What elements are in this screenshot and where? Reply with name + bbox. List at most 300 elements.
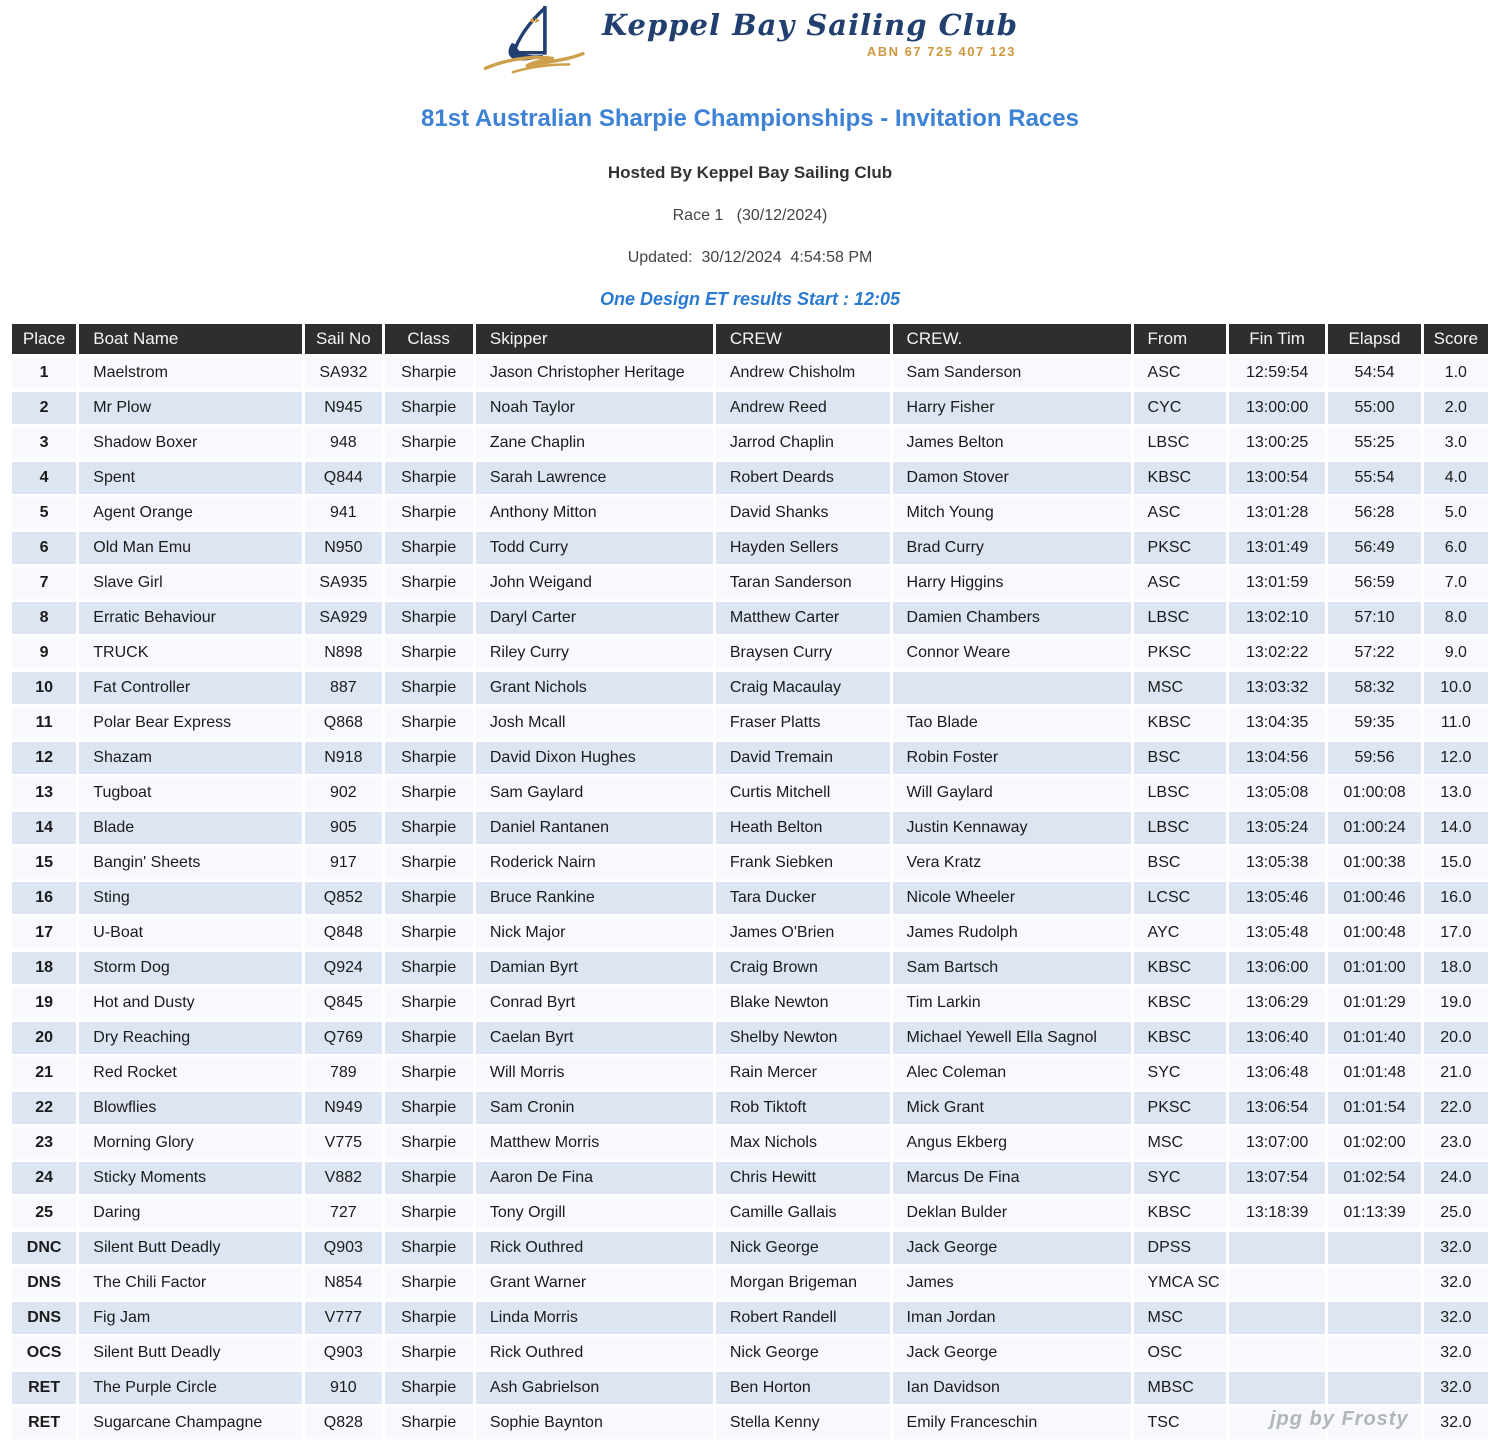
cell-class: Sharpie <box>385 1232 473 1264</box>
cell-from: KBSC <box>1134 987 1226 1019</box>
watermark: jpg by Frosty <box>1270 1408 1409 1430</box>
cell-score: 16.0 <box>1424 882 1488 914</box>
cell-skipper: Jason Christopher Heritage <box>476 357 713 389</box>
cell-boat-name: Shazam <box>79 742 302 774</box>
cell-fin-tim: 13:05:48 <box>1229 917 1325 949</box>
cell-fin-tim <box>1229 1372 1325 1404</box>
cell-sail-no: 910 <box>305 1372 381 1404</box>
cell-sail-no: 941 <box>305 497 381 529</box>
cell-class: Sharpie <box>385 882 473 914</box>
cell-class: Sharpie <box>385 917 473 949</box>
table-row <box>12 707 1488 739</box>
cell-from: BSC <box>1134 847 1226 879</box>
cell-place: 9 <box>12 637 76 669</box>
header-cell-from: From <box>1134 324 1226 354</box>
cell-score: 20.0 <box>1424 1022 1488 1054</box>
cell-skipper: Grant Nichols <box>476 672 713 704</box>
cell-class: Sharpie <box>385 1302 473 1334</box>
table-row <box>12 1407 1488 1439</box>
cell-sail-no: Q769 <box>305 1022 381 1054</box>
cell-crew: James O'Brien <box>716 917 890 949</box>
cell-crew: Heath Belton <box>716 812 890 844</box>
cell-place: DNS <box>12 1302 76 1334</box>
cell-crew: Robert Randell <box>716 1302 890 1334</box>
cell-from: ASC <box>1134 567 1226 599</box>
cell-skipper: Noah Taylor <box>476 392 713 424</box>
cell-place: 10 <box>12 672 76 704</box>
cell-boat-name: Old Man Emu <box>79 532 302 564</box>
cell-from: MSC <box>1134 1302 1226 1334</box>
cell-boat-name: Silent Butt Deadly <box>79 1232 302 1264</box>
cell-boat-name: Dry Reaching <box>79 1022 302 1054</box>
cell-crew: Michael Yewell Ella Sagnol <box>893 1022 1131 1054</box>
cell-score: 14.0 <box>1424 812 1488 844</box>
cell-score: 21.0 <box>1424 1057 1488 1089</box>
cell-sail-no: 727 <box>305 1197 381 1229</box>
cell-score: 13.0 <box>1424 777 1488 809</box>
cell-crew: Damien Chambers <box>893 602 1131 634</box>
cell-skipper: Zane Chaplin <box>476 427 713 459</box>
cell-skipper: Sophie Baynton <box>476 1407 713 1439</box>
cell-elapsd: 01:13:39 <box>1328 1197 1420 1229</box>
table-row <box>12 1162 1488 1194</box>
cell-from: LBSC <box>1134 812 1226 844</box>
cell-fin-tim: 13:07:54 <box>1229 1162 1325 1194</box>
cell-boat-name: Morning Glory <box>79 1127 302 1159</box>
cell-skipper: Roderick Nairn <box>476 847 713 879</box>
table-row <box>12 1267 1488 1299</box>
table-row <box>12 462 1488 494</box>
cell-place: 2 <box>12 392 76 424</box>
cell-crew: Emily Franceschin <box>893 1407 1131 1439</box>
cell-score: 22.0 <box>1424 1092 1488 1124</box>
cell-class: Sharpie <box>385 1337 473 1369</box>
cell-crew: Fraser Platts <box>716 707 890 739</box>
cell-elapsd: 57:22 <box>1328 637 1420 669</box>
cell-from: ASC <box>1134 357 1226 389</box>
cell-boat-name: Slave Girl <box>79 567 302 599</box>
cell-boat-name: Sting <box>79 882 302 914</box>
cell-sail-no: Q828 <box>305 1407 381 1439</box>
cell-class: Sharpie <box>385 812 473 844</box>
header-cell-crew: CREW. <box>893 324 1131 354</box>
cell-class: Sharpie <box>385 1197 473 1229</box>
cell-class: Sharpie <box>385 1092 473 1124</box>
cell-fin-tim: 13:05:08 <box>1229 777 1325 809</box>
cell-sail-no: 887 <box>305 672 381 704</box>
cell-crew: Max Nichols <box>716 1127 890 1159</box>
cell-crew: Deklan Bulder <box>893 1197 1131 1229</box>
table-row <box>12 1232 1488 1264</box>
cell-score: 19.0 <box>1424 987 1488 1019</box>
cell-score: 18.0 <box>1424 952 1488 984</box>
cell-score: 6.0 <box>1424 532 1488 564</box>
cell-skipper: Todd Curry <box>476 532 713 564</box>
cell-sail-no: 917 <box>305 847 381 879</box>
table-row <box>12 567 1488 599</box>
cell-crew: Matthew Carter <box>716 602 890 634</box>
cell-crew: Braysen Curry <box>716 637 890 669</box>
cell-class: Sharpie <box>385 672 473 704</box>
cell-boat-name: Erratic Behaviour <box>79 602 302 634</box>
cell-score: 11.0 <box>1424 707 1488 739</box>
table-row <box>12 1022 1488 1054</box>
cell-from: LCSC <box>1134 882 1226 914</box>
cell-place: OCS <box>12 1337 76 1369</box>
cell-class: Sharpie <box>385 1057 473 1089</box>
cell-fin-tim: 13:18:39 <box>1229 1197 1325 1229</box>
cell-crew: Mitch Young <box>893 497 1131 529</box>
cell-place: 22 <box>12 1092 76 1124</box>
cell-score: 24.0 <box>1424 1162 1488 1194</box>
cell-from: PKSC <box>1134 1092 1226 1124</box>
cell-boat-name: The Purple Circle <box>79 1372 302 1404</box>
cell-place: 17 <box>12 917 76 949</box>
cell-score: 17.0 <box>1424 917 1488 949</box>
cell-class: Sharpie <box>385 1372 473 1404</box>
table-row <box>12 392 1488 424</box>
cell-from: ASC <box>1134 497 1226 529</box>
cell-fin-tim: 13:05:46 <box>1229 882 1325 914</box>
cell-sail-no: N945 <box>305 392 381 424</box>
table-row <box>12 672 1488 704</box>
cell-crew: Rob Tiktoft <box>716 1092 890 1124</box>
cell-boat-name: Fig Jam <box>79 1302 302 1334</box>
cell-class: Sharpie <box>385 742 473 774</box>
cell-skipper: Sam Gaylard <box>476 777 713 809</box>
cell-from: YMCA SC <box>1134 1267 1226 1299</box>
cell-boat-name: Blowflies <box>79 1092 302 1124</box>
cell-place: 13 <box>12 777 76 809</box>
cell-crew: Frank Siebken <box>716 847 890 879</box>
cell-sail-no: N949 <box>305 1092 381 1124</box>
cell-elapsd: 01:01:00 <box>1328 952 1420 984</box>
cell-fin-tim: 13:01:59 <box>1229 567 1325 599</box>
cell-boat-name: Daring <box>79 1197 302 1229</box>
cell-score: 32.0 <box>1424 1407 1488 1439</box>
cell-crew: Robin Foster <box>893 742 1131 774</box>
cell-boat-name: Tugboat <box>79 777 302 809</box>
cell-crew: Rain Mercer <box>716 1057 890 1089</box>
cell-from: KBSC <box>1134 1022 1226 1054</box>
cell-crew: Angus Ekberg <box>893 1127 1131 1159</box>
cell-place: 14 <box>12 812 76 844</box>
cell-crew: Jack George <box>893 1337 1131 1369</box>
cell-crew: Blake Newton <box>716 987 890 1019</box>
cell-skipper: Caelan Byrt <box>476 1022 713 1054</box>
cell-from: KBSC <box>1134 707 1226 739</box>
cell-class: Sharpie <box>385 462 473 494</box>
cell-boat-name: Agent Orange <box>79 497 302 529</box>
cell-crew: Nick George <box>716 1232 890 1264</box>
cell-crew: Jack George <box>893 1232 1131 1264</box>
cell-crew: James Belton <box>893 427 1131 459</box>
cell-place: 5 <box>12 497 76 529</box>
cell-score: 8.0 <box>1424 602 1488 634</box>
table-row <box>12 987 1488 1019</box>
cell-crew: Justin Kennaway <box>893 812 1131 844</box>
cell-from: SYC <box>1134 1057 1226 1089</box>
cell-boat-name: Mr Plow <box>79 392 302 424</box>
cell-from: KBSC <box>1134 952 1226 984</box>
cell-place: 12 <box>12 742 76 774</box>
cell-place: 15 <box>12 847 76 879</box>
cell-elapsd: 01:00:48 <box>1328 917 1420 949</box>
cell-from: OSC <box>1134 1337 1226 1369</box>
cell-from: PKSC <box>1134 532 1226 564</box>
table-row <box>12 1337 1488 1369</box>
table-row <box>12 427 1488 459</box>
cell-fin-tim <box>1229 1267 1325 1299</box>
cell-elapsd: 56:28 <box>1328 497 1420 529</box>
cell-fin-tim: 13:05:24 <box>1229 812 1325 844</box>
cell-fin-tim: 13:02:22 <box>1229 637 1325 669</box>
cell-skipper: Damian Byrt <box>476 952 713 984</box>
cell-skipper: Bruce Rankine <box>476 882 713 914</box>
cell-skipper: Nick Major <box>476 917 713 949</box>
table-row <box>12 1372 1488 1404</box>
cell-fin-tim: 13:06:29 <box>1229 987 1325 1019</box>
cell-from: TSC <box>1134 1407 1226 1439</box>
cell-boat-name: Blade <box>79 812 302 844</box>
page-title: 81st Australian Sharpie Championships - Invitation Races <box>421 105 1079 132</box>
cell-sail-no: N918 <box>305 742 381 774</box>
header-cell-elapsd: Elapsd <box>1328 324 1420 354</box>
cell-crew: James <box>893 1267 1131 1299</box>
cell-elapsd <box>1328 1302 1420 1334</box>
cell-sail-no: 902 <box>305 777 381 809</box>
table-row <box>12 1092 1488 1124</box>
header-cell-skipper: Skipper <box>476 324 713 354</box>
cell-crew: Nick George <box>716 1337 890 1369</box>
cell-from: KBSC <box>1134 1197 1226 1229</box>
cell-skipper: Rick Outhred <box>476 1337 713 1369</box>
cell-skipper: Daryl Carter <box>476 602 713 634</box>
cell-crew: David Shanks <box>716 497 890 529</box>
cell-class: Sharpie <box>385 847 473 879</box>
cell-score: 25.0 <box>1424 1197 1488 1229</box>
cell-crew: Nicole Wheeler <box>893 882 1131 914</box>
cell-from: MBSC <box>1134 1372 1226 1404</box>
cell-place: 21 <box>12 1057 76 1089</box>
cell-sail-no: Q903 <box>305 1232 381 1264</box>
cell-from: BSC <box>1134 742 1226 774</box>
cell-boat-name: Bangin' Sheets <box>79 847 302 879</box>
table-row <box>12 777 1488 809</box>
cell-crew: Andrew Reed <box>716 392 890 424</box>
cell-elapsd <box>1328 1337 1420 1369</box>
cell-place: 1 <box>12 357 76 389</box>
cell-crew: Ben Horton <box>716 1372 890 1404</box>
cell-elapsd: 01:02:54 <box>1328 1162 1420 1194</box>
cell-class: Sharpie <box>385 777 473 809</box>
cell-fin-tim: 13:01:28 <box>1229 497 1325 529</box>
updated-line: Updated: 30/12/2024 4:54:58 PM <box>627 249 873 266</box>
cell-boat-name: Sugarcane Champagne <box>79 1407 302 1439</box>
table-row <box>12 882 1488 914</box>
cell-sail-no: SA932 <box>305 357 381 389</box>
club-name: Keppel Bay Sailing Club <box>601 8 1019 42</box>
cell-boat-name: TRUCK <box>79 637 302 669</box>
cell-place: DNC <box>12 1232 76 1264</box>
cell-from: LBSC <box>1134 777 1226 809</box>
cell-crew: Harry Fisher <box>893 392 1131 424</box>
cell-crew: Hayden Sellers <box>716 532 890 564</box>
cell-fin-tim: 13:06:54 <box>1229 1092 1325 1124</box>
cell-from: MSC <box>1134 1127 1226 1159</box>
cell-boat-name: Storm Dog <box>79 952 302 984</box>
cell-place: 7 <box>12 567 76 599</box>
cell-fin-tim: 12:59:54 <box>1229 357 1325 389</box>
cell-crew: Shelby Newton <box>716 1022 890 1054</box>
table-row <box>12 602 1488 634</box>
header-cell-sail-no: Sail No <box>305 324 381 354</box>
table-row <box>12 497 1488 529</box>
header-cell-boat-name: Boat Name <box>79 324 302 354</box>
cell-skipper: Ash Gabrielson <box>476 1372 713 1404</box>
cell-skipper: Riley Curry <box>476 637 713 669</box>
cell-boat-name: Silent Butt Deadly <box>79 1337 302 1369</box>
cell-from: AYC <box>1134 917 1226 949</box>
cell-crew: Brad Curry <box>893 532 1131 564</box>
cell-elapsd: 01:01:29 <box>1328 987 1420 1019</box>
cell-sail-no: N898 <box>305 637 381 669</box>
cell-boat-name: U-Boat <box>79 917 302 949</box>
cell-skipper: Tony Orgill <box>476 1197 713 1229</box>
cell-crew: Vera Kratz <box>893 847 1131 879</box>
cell-elapsd <box>1328 1267 1420 1299</box>
cell-crew: Curtis Mitchell <box>716 777 890 809</box>
cell-elapsd: 56:59 <box>1328 567 1420 599</box>
table-row <box>12 1197 1488 1229</box>
cell-crew: Ian Davidson <box>893 1372 1131 1404</box>
club-abn: ABN 67 725 407 123 <box>866 43 1017 59</box>
cell-place: 25 <box>12 1197 76 1229</box>
cell-skipper: Matthew Morris <box>476 1127 713 1159</box>
cell-elapsd: 01:01:54 <box>1328 1092 1420 1124</box>
cell-elapsd: 01:01:48 <box>1328 1057 1420 1089</box>
cell-crew: Will Gaylard <box>893 777 1131 809</box>
cell-skipper: Rick Outhred <box>476 1232 713 1264</box>
cell-fin-tim: 13:02:10 <box>1229 602 1325 634</box>
cell-elapsd: 55:54 <box>1328 462 1420 494</box>
cell-class: Sharpie <box>385 1407 473 1439</box>
cell-fin-tim <box>1229 1302 1325 1334</box>
cell-skipper: Anthony Mitton <box>476 497 713 529</box>
cell-skipper: Daniel Rantanen <box>476 812 713 844</box>
cell-class: Sharpie <box>385 987 473 1019</box>
cell-sail-no: N950 <box>305 532 381 564</box>
cell-elapsd: 55:25 <box>1328 427 1420 459</box>
cell-sail-no: SA935 <box>305 567 381 599</box>
cell-sail-no: V775 <box>305 1127 381 1159</box>
results-table-body <box>12 357 1488 1439</box>
cell-score: 3.0 <box>1424 427 1488 459</box>
table-row <box>12 847 1488 879</box>
cell-place: 16 <box>12 882 76 914</box>
results-start-line: One Design ET results Start : 12:05 <box>599 289 901 309</box>
cell-boat-name: Maelstrom <box>79 357 302 389</box>
cell-boat-name: Hot and Dusty <box>79 987 302 1019</box>
cell-skipper: Sam Cronin <box>476 1092 713 1124</box>
cell-elapsd <box>1328 1232 1420 1264</box>
cell-crew: David Tremain <box>716 742 890 774</box>
hosted-by-line: Hosted By Keppel Bay Sailing Club <box>607 163 893 182</box>
cell-class: Sharpie <box>385 532 473 564</box>
table-row <box>12 1302 1488 1334</box>
cell-place: 3 <box>12 427 76 459</box>
cell-skipper: Conrad Byrt <box>476 987 713 1019</box>
cell-elapsd: 01:00:46 <box>1328 882 1420 914</box>
cell-sail-no: Q844 <box>305 462 381 494</box>
table-row <box>12 742 1488 774</box>
cell-score: 9.0 <box>1424 637 1488 669</box>
cell-skipper: Josh Mcall <box>476 707 713 739</box>
cell-class: Sharpie <box>385 497 473 529</box>
table-header-row <box>12 324 1488 354</box>
cell-class: Sharpie <box>385 567 473 599</box>
cell-boat-name: Fat Controller <box>79 672 302 704</box>
cell-score: 12.0 <box>1424 742 1488 774</box>
cell-fin-tim: 13:04:35 <box>1229 707 1325 739</box>
cell-crew: Damon Stover <box>893 462 1131 494</box>
cell-elapsd <box>1328 1372 1420 1404</box>
table-row <box>12 1057 1488 1089</box>
cell-score: 1.0 <box>1424 357 1488 389</box>
cell-crew: Taran Sanderson <box>716 567 890 599</box>
cell-class: Sharpie <box>385 427 473 459</box>
cell-place: 20 <box>12 1022 76 1054</box>
cell-skipper: Sarah Lawrence <box>476 462 713 494</box>
table-row <box>12 952 1488 984</box>
cell-score: 10.0 <box>1424 672 1488 704</box>
cell-crew: Morgan Brigeman <box>716 1267 890 1299</box>
cell-sail-no: Q903 <box>305 1337 381 1369</box>
cell-place: 19 <box>12 987 76 1019</box>
cell-crew: Stella Kenny <box>716 1407 890 1439</box>
cell-fin-tim: 13:00:25 <box>1229 427 1325 459</box>
cell-sail-no: Q848 <box>305 917 381 949</box>
cell-score: 32.0 <box>1424 1372 1488 1404</box>
cell-fin-tim: 13:06:00 <box>1229 952 1325 984</box>
cell-fin-tim <box>1229 1337 1325 1369</box>
cell-boat-name: Spent <box>79 462 302 494</box>
cell-place: 11 <box>12 707 76 739</box>
cell-elapsd: 55:00 <box>1328 392 1420 424</box>
cell-fin-tim: 13:01:49 <box>1229 532 1325 564</box>
cell-score: 32.0 <box>1424 1337 1488 1369</box>
cell-from: DPSS <box>1134 1232 1226 1264</box>
header-cell-class: Class <box>385 324 473 354</box>
cell-crew <box>893 672 1131 704</box>
cell-score: 32.0 <box>1424 1302 1488 1334</box>
cell-place: 18 <box>12 952 76 984</box>
cell-sail-no: SA929 <box>305 602 381 634</box>
cell-from: MSC <box>1134 672 1226 704</box>
cell-place: DNS <box>12 1267 76 1299</box>
cell-fin-tim: 13:04:56 <box>1229 742 1325 774</box>
cell-sail-no: 905 <box>305 812 381 844</box>
results-table <box>9 321 1491 1442</box>
cell-score: 15.0 <box>1424 847 1488 879</box>
cell-score: 2.0 <box>1424 392 1488 424</box>
table-row <box>12 917 1488 949</box>
cell-from: LBSC <box>1134 427 1226 459</box>
cell-place: 23 <box>12 1127 76 1159</box>
cell-skipper: Linda Morris <box>476 1302 713 1334</box>
cell-skipper: Aaron De Fina <box>476 1162 713 1194</box>
cell-elapsd: 54:54 <box>1328 357 1420 389</box>
